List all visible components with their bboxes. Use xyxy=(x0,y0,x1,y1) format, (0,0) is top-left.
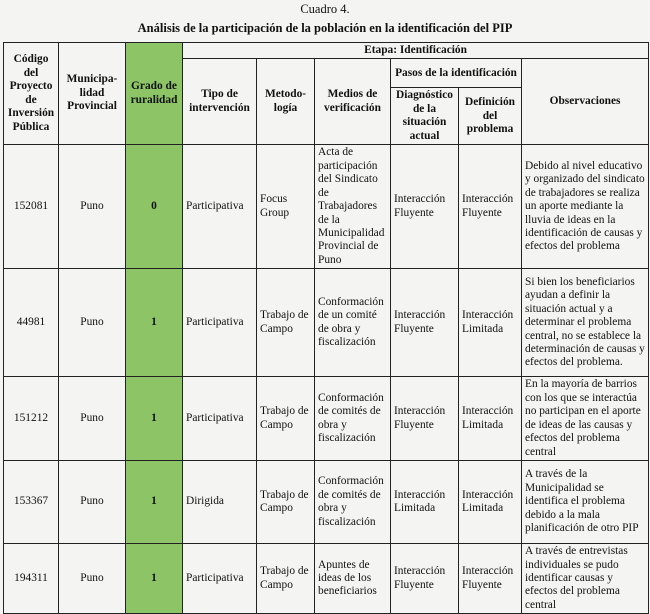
participation-table xyxy=(3,42,649,614)
cell-tipo: Participativa xyxy=(183,269,257,377)
header-etapa: Etapa: Identificación xyxy=(183,43,649,59)
cell-grado: 1 xyxy=(126,377,183,461)
header-codigo: Código del Proyecto de Inversión Pública xyxy=(4,43,59,145)
cell-observaciones: A través de entrevistas individuales se pudo identificar causas y efectos del problema central xyxy=(522,544,649,614)
header-metodologia: Metodo-logía xyxy=(257,59,315,145)
header-pasos: Pasos de la identificación xyxy=(391,59,522,88)
cell-codigo: 153367 xyxy=(4,461,59,544)
cell-municipalidad: Puno xyxy=(59,269,126,377)
cell-definicion: Interacción Fluyente xyxy=(459,145,522,269)
cell-metodologia: Trabajo de Campo xyxy=(257,461,315,544)
header-diagnostico: Diagnóstico de la situación actual xyxy=(391,88,459,145)
cell-medios: Acta de participación del Sindicato de Trabajadores de la Municipalidad Provincial de Puno xyxy=(315,145,391,269)
cell-municipalidad: Puno xyxy=(59,145,126,269)
cell-metodologia: Focus Group xyxy=(257,145,315,269)
cell-diagnostico: Interacción Fluyente xyxy=(391,145,459,269)
header-grado-ruralidad: Grado de ruralidad xyxy=(126,43,183,145)
cell-tipo: Participativa xyxy=(183,377,257,461)
table-row xyxy=(4,269,649,377)
cell-observaciones: Si bien los beneficiarios ayudan a definir la situación actual y a determinar el problema central, no se establece la determinación de causas y efectos del problema. xyxy=(522,269,649,377)
cell-observaciones: A través de la Municipalidad se identifica el problema debido a la mala planificación de otro PIP xyxy=(522,461,649,544)
cell-medios: Conformación de un comité de obra y fiscalización xyxy=(315,269,391,377)
cell-diagnostico: Interacción Fluyente xyxy=(391,377,459,461)
cell-observaciones: Debido al nivel educativo y organizado del sindicato de trabajadores se realiza un aporte mediante la lluvia de ideas en la identificación de causas y efectos del problema xyxy=(522,145,649,269)
table-row xyxy=(4,461,649,544)
header-medios: Medios de verificación xyxy=(315,59,391,145)
cell-definicion: Interacción Limitada xyxy=(459,461,522,544)
header-observaciones: Observaciones xyxy=(522,59,649,145)
header-municipalidad: Municipa-lidad Provincial xyxy=(59,43,126,145)
cell-definicion: Interacción Fluyente xyxy=(459,544,522,614)
cell-diagnostico: Interacción Fluyente xyxy=(391,544,459,614)
header-tipo: Tipo de intervención xyxy=(183,59,257,145)
cell-tipo: Participativa xyxy=(183,544,257,614)
cell-codigo: 194311 xyxy=(4,544,59,614)
cell-grado: 0 xyxy=(126,145,183,269)
cell-medios: Conformación de comités de obra y fiscalización xyxy=(315,461,391,544)
cell-diagnostico: Interacción Fluyente xyxy=(391,269,459,377)
cell-tipo: Dirigida xyxy=(183,461,257,544)
cell-codigo: 152081 xyxy=(4,145,59,269)
cell-diagnostico: Interacción Limitada xyxy=(391,461,459,544)
table-row xyxy=(4,544,649,614)
table-row xyxy=(4,377,649,461)
cell-definicion: Interacción Limitada xyxy=(459,269,522,377)
cell-municipalidad: Puno xyxy=(59,377,126,461)
cell-observaciones: En la mayoría de barrios con los que se interactúa no participan en el aporte de ideas de las causas y efectos del problema central xyxy=(522,377,649,461)
table-row xyxy=(4,145,649,269)
cell-tipo: Participativa xyxy=(183,145,257,269)
cell-definicion: Interacción Limitada xyxy=(459,377,522,461)
header-definicion: Definición del problema xyxy=(459,88,522,145)
cell-codigo: 151212 xyxy=(4,377,59,461)
cell-metodologia: Trabajo de Campo xyxy=(257,377,315,461)
cell-metodologia: Trabajo de Campo xyxy=(257,269,315,377)
cell-municipalidad: Puno xyxy=(59,544,126,614)
cell-medios: Conformación de comités de obra y fiscalización xyxy=(315,377,391,461)
cell-codigo: 44981 xyxy=(4,269,59,377)
table-title: Análisis de la participación de la población en la identificación del PIP xyxy=(137,21,513,35)
cell-grado: 1 xyxy=(126,269,183,377)
cell-grado: 1 xyxy=(126,461,183,544)
cell-grado: 1 xyxy=(126,544,183,614)
cell-medios: Apuntes de ideas de los beneficiarios xyxy=(315,544,391,614)
cell-metodologia: Trabajo de Campo xyxy=(257,544,315,614)
cell-municipalidad: Puno xyxy=(59,461,126,544)
table-caption: Cuadro 4. xyxy=(300,2,350,16)
